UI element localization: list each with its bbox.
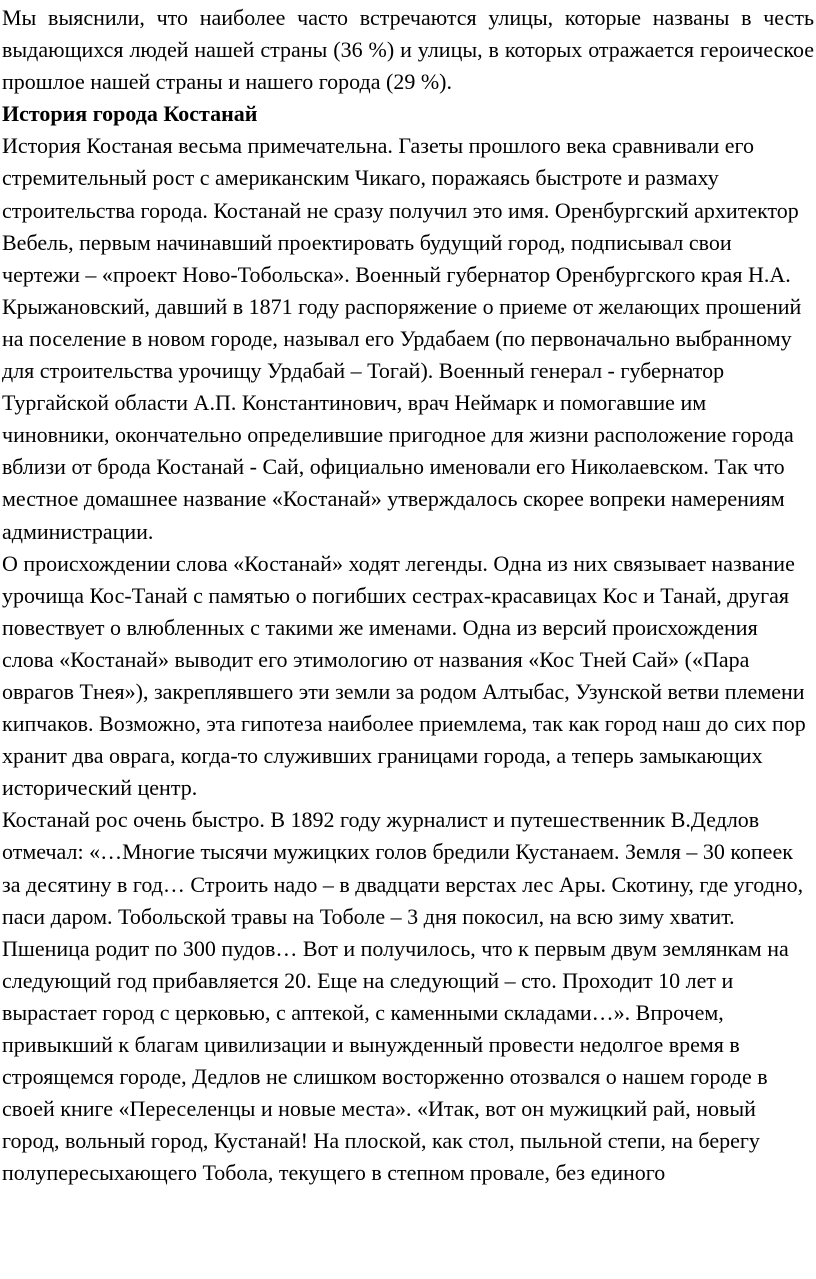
paragraph-origin: О происхождении слова «Костанай» ходят легенды. Одна из них связывает название урочища Кос-Танай с памятью о погибших сестрах-красавицах Кос и Танай, другая повествует о влюбленных с такими же именами. Одна из версий происхождения слова «Костанай» выводит его этимологию от названия «Кос Тней Сай» («Пара оврагов Тнея»), закреплявшего эти земли за родом Алтыбас, Узунской ветви племени кипчаков. Возможно, эта гипотеза наиболее приемлема, так как город наш до сих пор хранит два оврага, когда-то служивших границами города, а теперь замыкающих исторический центр.	[2, 550, 806, 801]
paragraph-history: История Костаная весьма примечательна. Газеты прошлого века сравнивали его стремительный рост с американским Чикаго, поражаясь быстроте и размаху строительства города. Костанай не сразу получил это имя. Оренбургский архитектор Вебель, первым начинавший проектировать будущий город, подписывал свои чертежи – «проект Ново-Тобольска». Военный губернатор Оренбургского края Н.А. Крыжановский, давший в 1871 году распоряжение о приеме от желающих прошений на поселение в новом городе, называл его Урдабаем (по первоначально выбранному для строительства урочищу Урдабай – Тогай). Военный генерал - губернатор Тургайской области А.П. Константинович, врач Неймарк и помогавшие им чиновники, окончательно определившие пригодное для жизни расположение города вблизи от брода Костанай - Сай, официально именовали его Николаевском. Так что местное домашнее название «Костанай» утверждалось скорее вопреки намерениям администрации.	[2, 133, 802, 544]
intro-paragraph: Мы выяснили, что наиболее часто встречаются улицы, которые названы в честь выдающихся людей нашей страны (36 %) и улицы, в которых отражается героическое прошлое нашей страны и нашего города (29 %).	[2, 5, 814, 95]
section-title: История города Костанай	[2, 101, 258, 127]
paragraph-growth: Костанай рос очень быстро. В 1892 году журналист и путешественник В.Дедлов отмечал: «…Многие тысячи мужицких голов бредили Кустанаем. Земля – 30 копеек за десятину в год… Строить надо – в двадцати верстах лес Ары. Скотину, где угодно, паси даром. Тобольской травы на Тоболе – 3 дня покосил, на всю зиму хватит. Пшеница родит по 300 пудов… Вот и получилось, что к первым двум землянкам на следующий год прибавляется 20. Еще на следующий – сто. Проходит 10 лет и вырастает город с церковью, с аптекой, с каменными складами…». Впрочем, привыкший к благам цивилизации и вынужденный провести недолгое время в строящемся городе, Дедлов не слишком восторженно отозвался о нашем городе в своей книге «Переселенцы и новые места». «Итак, вот он мужицкий рай, новый город, вольный город, Кустанай! На плоской, как стол, пыльной степи, на берегу полупересыхающего Тобола, текущего в степном провале, без единого	[2, 807, 804, 1186]
